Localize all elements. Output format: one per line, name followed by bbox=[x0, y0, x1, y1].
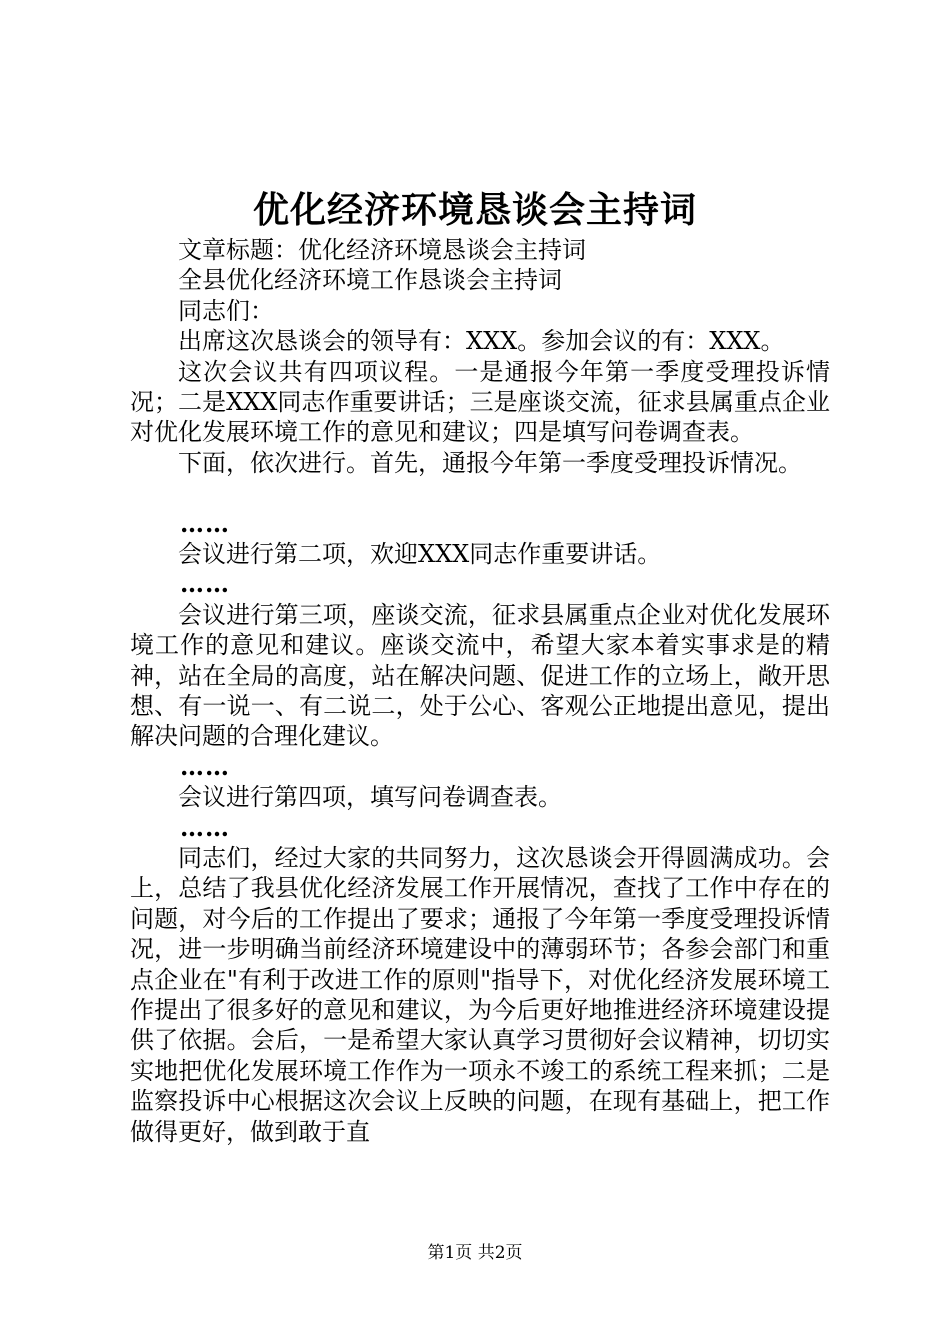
paragraph-subtitle: 全县优化经济环境工作恳谈会主持词 bbox=[178, 266, 562, 295]
ellipsis-marker: …… bbox=[180, 508, 230, 538]
paragraph-third-item: 会议进行第三项，座谈交流，征求县属重点企业对优化发展环境工作的意见和建议。座谈交流中，希望大家本着实事求是的精神，站在全局的高度，站在解决问题、促进工作的立场上，敞开思想、有一说一、有二说二，处于公心、客观公正地提出意见，提出解决问题的合理化建议。 bbox=[130, 600, 830, 751]
paragraph-salutation: 同志们： bbox=[178, 296, 274, 325]
paragraph-attendees: 出席这次恳谈会的领导有：XXX。参加会议的有：XXX。 bbox=[178, 327, 785, 356]
paragraph-article-title: 文章标题：优化经济环境恳谈会主持词 bbox=[178, 236, 586, 264]
ellipsis-marker: …… bbox=[180, 812, 230, 842]
ellipsis-marker: …… bbox=[180, 569, 230, 599]
document-body bbox=[130, 235, 830, 1147]
paragraph-fourth-item: 会议进行第四项，填写问卷调查表。 bbox=[178, 783, 562, 812]
paragraph-second-item: 会议进行第二项，欢迎XXX同志作重要讲话。 bbox=[178, 540, 662, 569]
page-number-footer: 第1页 共2页 bbox=[427, 1243, 523, 1263]
paragraph-first-item: 下面，依次进行。首先，通报今年第一季度受理投诉情况。 bbox=[178, 448, 802, 477]
document-title: 优化经济环境恳谈会主持词 bbox=[252, 189, 697, 231]
paragraph-spacer bbox=[130, 478, 830, 508]
paragraph-summary: 同志们，经过大家的共同努力，这次恳谈会开得圆满成功。会上，总结了我县优化经济发展工作开展情况，查找了工作中存在的问题，对今后的工作提出了要求；通报了今年第一季度受理投诉情况，进一步明确当前经济环境建设中的薄弱环节；各参会部门和重点企业在"有利于改进工作的原则"指导下，对优化经济发展环境工作提出了很多好的意见和建议，为今后更好地推进经济环境建设提供了依据。会后，一是希望大家认真学习贯彻好会议精神，切切实实地把优化发展环境工作作为一项永不竣工的系统工程来抓；二是监察投诉中心根据这次会议上反映的问题，在现有基础上，把工作做得更好，做到敢于直 bbox=[130, 844, 830, 1146]
ellipsis-marker: …… bbox=[180, 751, 230, 781]
paragraph-agenda: 这次会议共有四项议程。一是通报今年第一季度受理投诉情况；二是XXX同志作重要讲话；三是座谈交流，征求县属重点企业对优化发展环境工作的意见和建议；四是填写问卷调查表。 bbox=[130, 357, 830, 447]
